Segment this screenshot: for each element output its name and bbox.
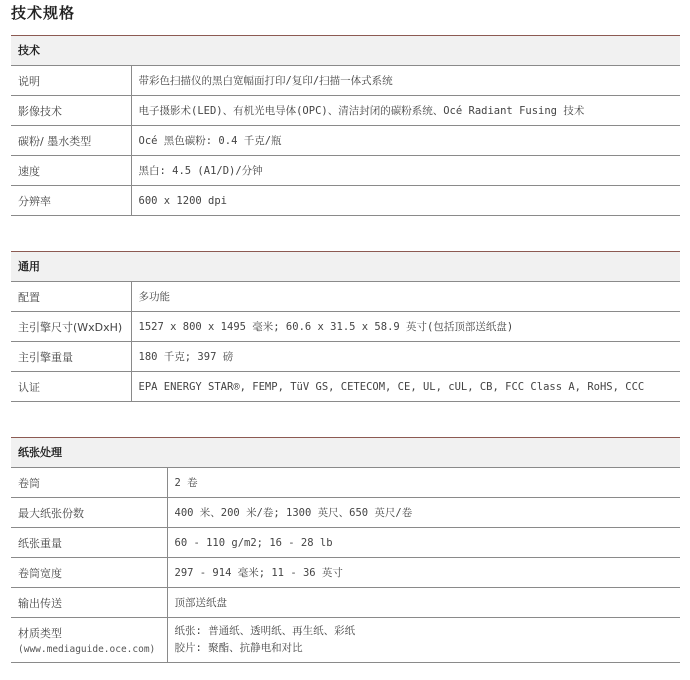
table-row — [11, 468, 680, 498]
spec-label: 速度 — [11, 156, 131, 186]
spec-table — [11, 281, 680, 402]
spec-label: 卷筒 — [11, 468, 167, 498]
spec-value-line: 纸张: 普通纸、透明纸、再生纸、彩纸 — [174, 625, 356, 637]
spec-label-text: 材质类型 — [18, 627, 62, 640]
table-row — [11, 372, 680, 402]
table-row — [11, 558, 680, 588]
table-row — [11, 342, 680, 372]
spec-value: EPA ENERGY STAR®, FEMP, TüV GS, CETECOM, CE, UL, cUL, CB, FCC Class A, RoHS, CCC — [131, 372, 680, 402]
spec-value: 400 米、200 米/卷; 1300 英尺、650 英尺/卷 — [167, 498, 680, 528]
section-general — [11, 251, 680, 402]
spec-value: 600 x 1200 dpi — [131, 186, 680, 216]
spec-label: 认证 — [11, 372, 131, 402]
spec-value: 多功能 — [131, 282, 680, 312]
table-row — [11, 126, 680, 156]
spec-value: 2 卷 — [167, 468, 680, 498]
table-row — [11, 156, 680, 186]
table-row — [11, 186, 680, 216]
spec-label: 影像技术 — [11, 96, 131, 126]
spec-value: 180 千克; 397 磅 — [131, 342, 680, 372]
table-row — [11, 618, 680, 663]
spec-value: 电子摄影术(LED)、有机光电导体(OPC)、清洁封闭的碳粉系统、Océ Radiant Fusing 技术 — [131, 96, 680, 126]
spec-label: 说明 — [11, 66, 131, 96]
spec-value — [167, 618, 680, 663]
spec-label: 分辨率 — [11, 186, 131, 216]
spec-value-line: 胶片: 聚酯、抗静电和对比 — [174, 642, 303, 654]
spec-value: 带彩色扫描仪的黑白宽幅面打印/复印/扫描一体式系统 — [131, 66, 680, 96]
spec-label: 输出传送 — [11, 588, 167, 618]
spec-table — [11, 65, 680, 216]
spec-label: 配置 — [11, 282, 131, 312]
spec-label: 最大纸张份数 — [11, 498, 167, 528]
section-paper-handling — [11, 437, 680, 663]
table-row — [11, 66, 680, 96]
spec-label: 卷筒宽度 — [11, 558, 167, 588]
spec-label — [11, 618, 167, 663]
table-row — [11, 96, 680, 126]
spec-value: 1527 x 800 x 1495 毫米; 60.6 x 31.5 x 58.9 英寸(包括顶部送纸盘) — [131, 312, 680, 342]
table-row — [11, 498, 680, 528]
spec-value: 黑白: 4.5 (A1/D)/分钟 — [131, 156, 680, 186]
spec-sublabel: (www.mediaguide.oce.com) — [18, 644, 156, 655]
section-title: 技术 — [11, 35, 680, 65]
table-row — [11, 282, 680, 312]
spec-label: 主引擎重量 — [11, 342, 131, 372]
spec-label: 主引擎尺寸(WxDxH) — [11, 312, 131, 342]
section-technology — [11, 35, 680, 216]
table-row — [11, 588, 680, 618]
spec-value: 297 - 914 毫米; 11 - 36 英寸 — [167, 558, 680, 588]
spec-label: 纸张重量 — [11, 528, 167, 558]
table-row — [11, 312, 680, 342]
spec-table — [11, 467, 680, 663]
section-title: 纸张处理 — [11, 437, 680, 467]
spec-label: 碳粉/ 墨水类型 — [11, 126, 131, 156]
section-title: 通用 — [11, 251, 680, 281]
page-title: 技术规格 — [11, 4, 76, 22]
spec-value: Océ 黑色碳粉: 0.4 千克/瓶 — [131, 126, 680, 156]
table-row — [11, 528, 680, 558]
spec-value: 60 - 110 g/m2; 16 - 28 lb — [167, 528, 680, 558]
spec-value: 顶部送纸盘 — [167, 588, 680, 618]
